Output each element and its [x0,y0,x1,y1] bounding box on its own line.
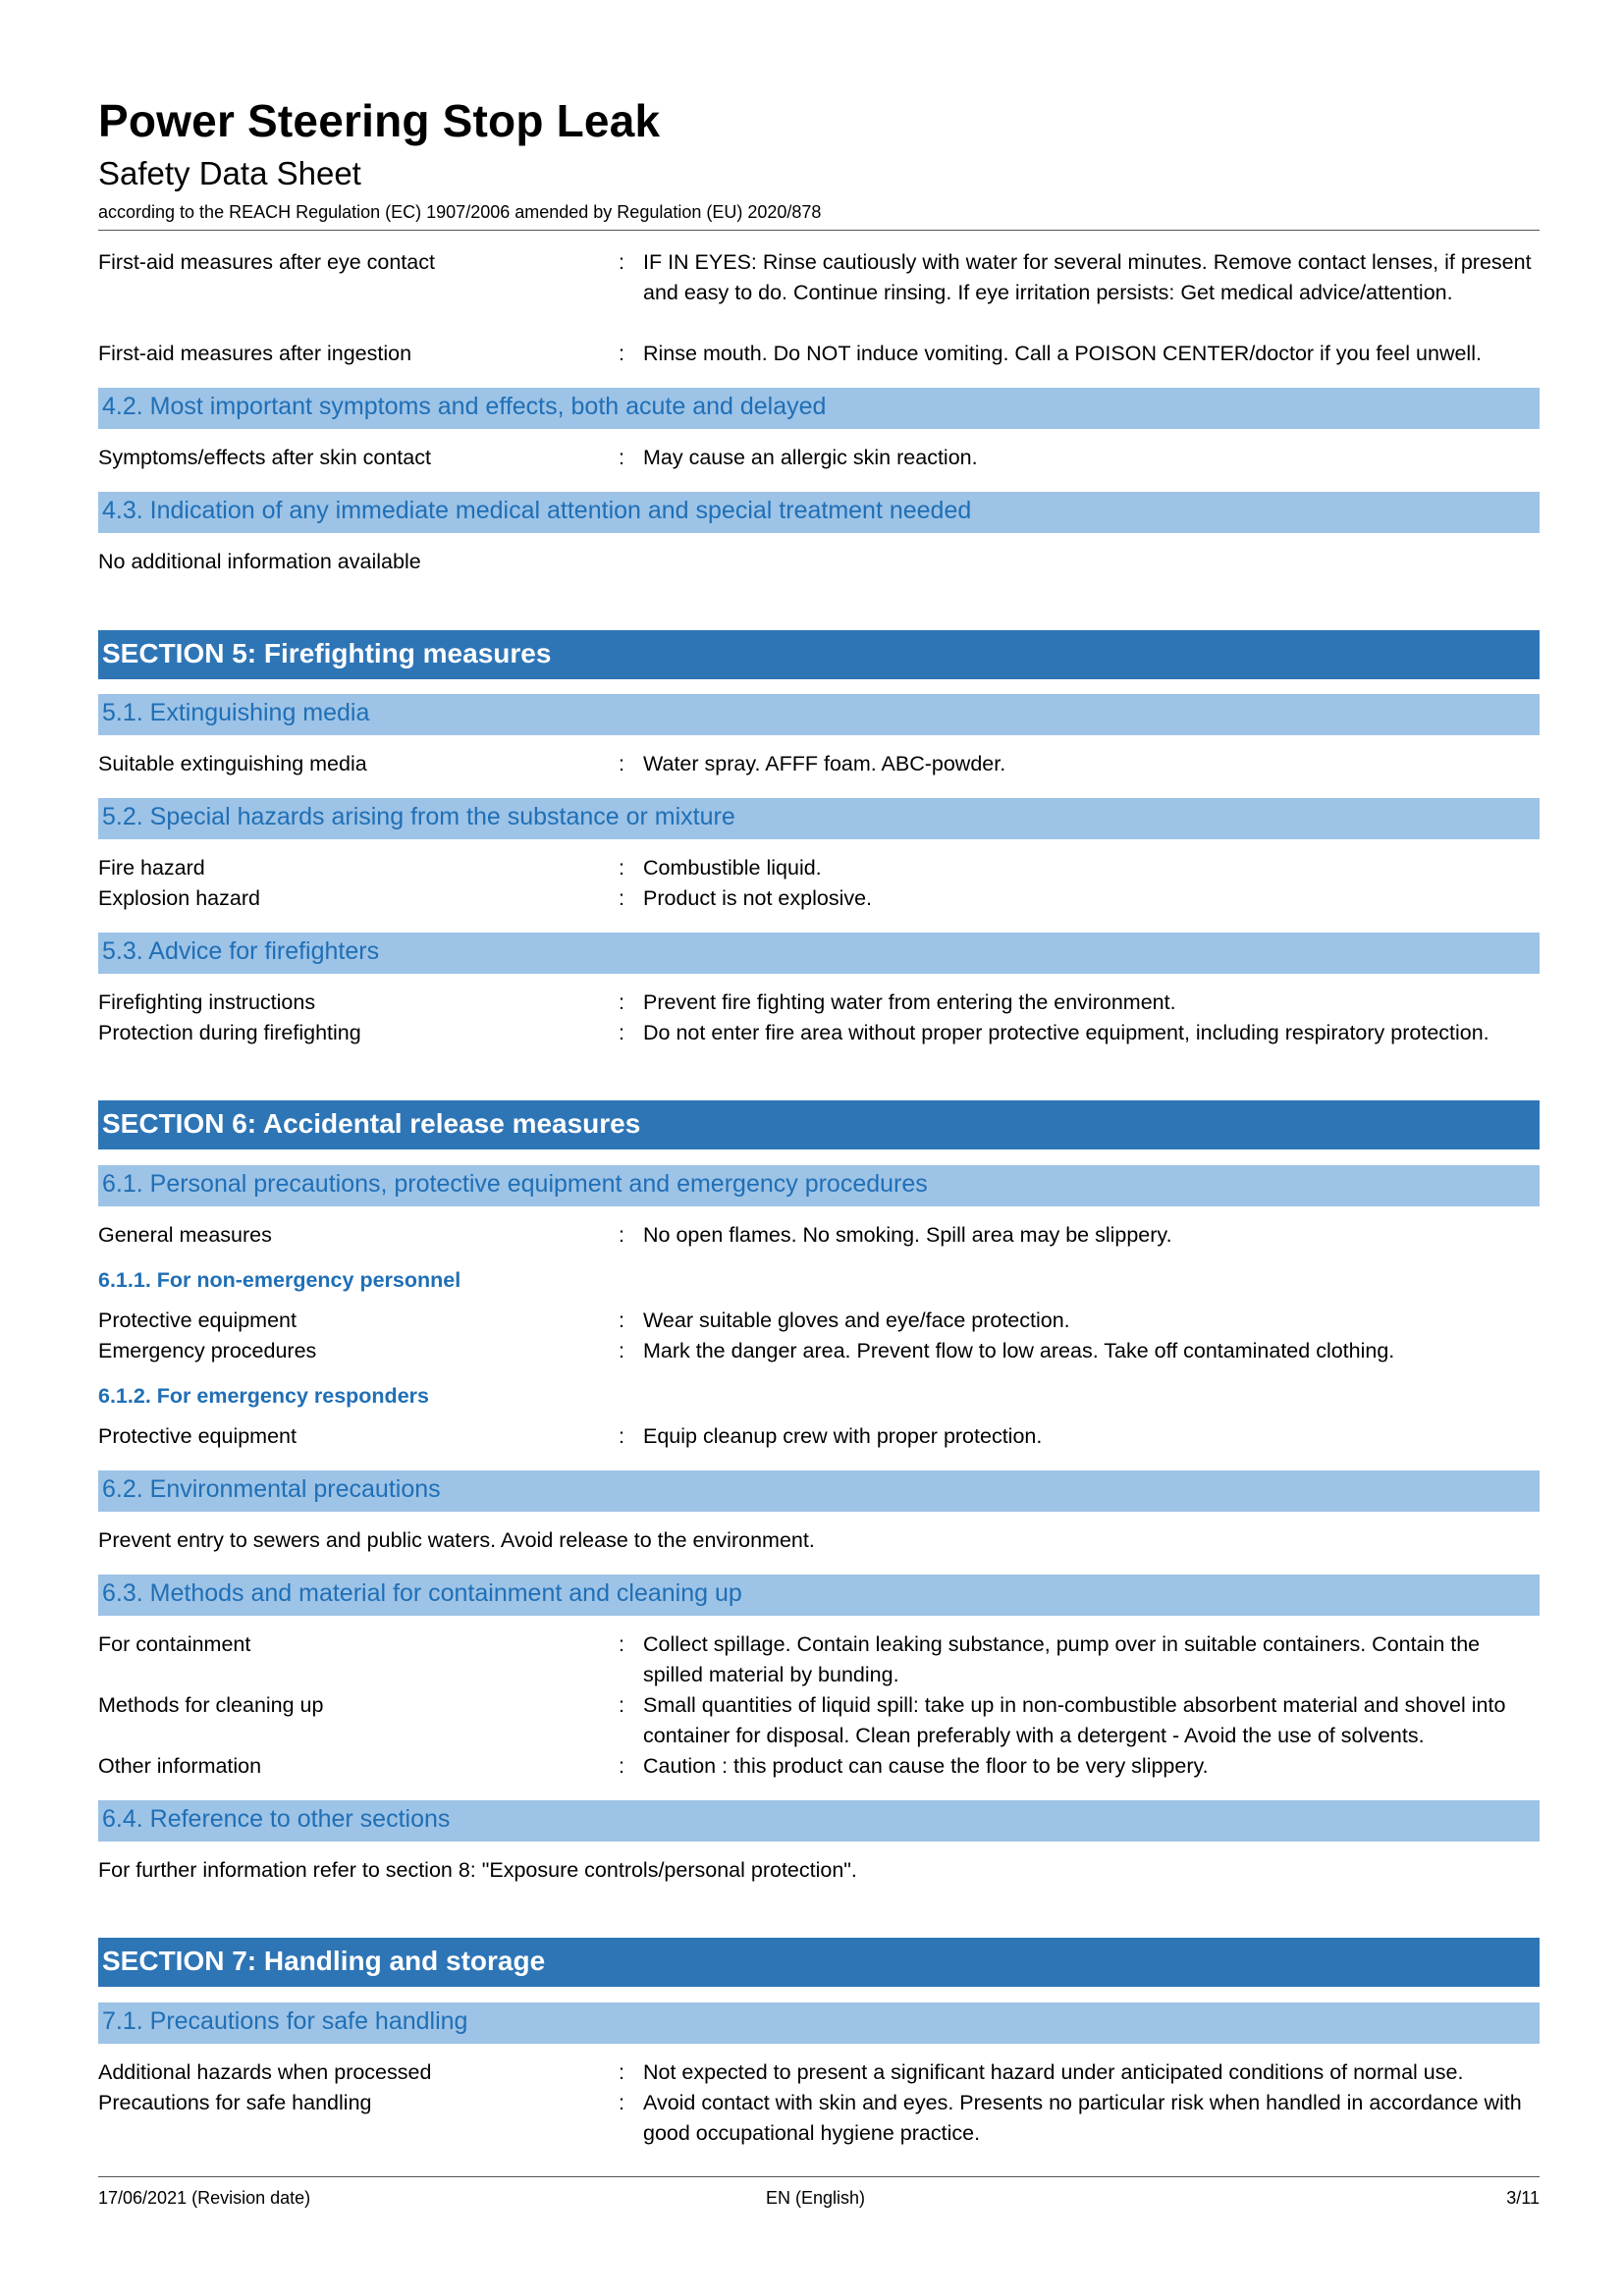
subsection-title: 4.2. Most important symptoms and effects, both acute and delayed [102,393,827,420]
subsection-title: 6.2. Environmental precautions [102,1475,441,1503]
section-header-7 [98,1938,1540,1987]
row-label: Protective equipment [98,1308,297,1332]
row-label: Protection during firefighting [98,1021,361,1044]
row-colon: : [619,2060,624,2084]
row-label: Fire hazard [98,856,205,880]
subsection-header-6-1 [98,1165,1540,1206]
row-value: Avoid contact with skin and eyes. Presents no particular risk when handled in accordance with good occupational hygiene practice. [643,2091,1522,2145]
row-colon: : [619,752,624,775]
subsection-header-5-3 [98,933,1540,974]
row-label: Firefighting instructions [98,990,316,1014]
row-label: General measures [98,1223,272,1247]
row-colon: : [619,342,624,365]
document-subtitle: Safety Data Sheet [98,155,361,191]
row-value: Collect spillage. Contain leaking substance, pump over in suitable containers. Contain the spilled material by bunding. [643,1632,1481,1686]
subsection-title: 7.1. Precautions for safe handling [102,2007,468,2035]
row-label: Protective equipment [98,1424,297,1448]
row-label: Precautions for safe handling [98,2091,372,2114]
section-title: SECTION 6: Accidental release measures [102,1108,641,1139]
row-label: First-aid measures after ingestion [98,342,412,365]
row-colon: : [619,1693,624,1717]
subsection-title: 6.4. Reference to other sections [102,1805,451,1833]
header-divider [98,230,1540,231]
subsubsection-6-1-2: 6.1.2. For emergency responders [98,1384,429,1408]
row-label: First-aid measures after eye contact [98,250,435,274]
row-value: May cause an allergic skin reaction. [643,446,978,469]
subsubsection-6-1-1: 6.1.1. For non-emergency personnel [98,1268,461,1292]
row-colon: : [619,2091,624,2114]
subsection-title: 5.1. Extinguishing media [102,699,370,726]
section-title: SECTION 5: Firefighting measures [102,638,552,668]
reference-text: For further information refer to section 8: "Exposure controls/personal protection". [98,1858,857,1882]
row-value: Not expected to present a significant hazard under anticipated conditions of normal use. [643,2060,1464,2084]
footer-language: EN (English) [766,2188,866,2208]
section-header-6 [98,1100,1540,1149]
no-info-text: No additional information available [98,550,421,573]
row-colon: : [619,446,624,469]
row-value: Caution : this product can cause the floor to be very slippery. [643,1754,1209,1778]
row-colon: : [619,250,624,274]
row-label: Methods for cleaning up [98,1693,324,1717]
row-label: Other information [98,1754,262,1778]
subsection-header-5-2 [98,798,1540,839]
row-label: Additional hazards when processed [98,2060,432,2084]
row-colon: : [619,1021,624,1044]
subsection-title: 5.2. Special hazards arising from the substance or mixture [102,803,735,830]
row-value: Water spray. AFFF foam. ABC-powder. [643,752,1006,775]
row-value: Wear suitable gloves and eye/face protection. [643,1308,1070,1332]
row-colon: : [619,1308,624,1332]
row-colon: : [619,1632,624,1656]
environmental-text: Prevent entry to sewers and public waters. Avoid release to the environment. [98,1528,815,1552]
footer-page-number: 3/11 [1506,2188,1540,2208]
section-title: SECTION 7: Handling and storage [102,1946,546,1976]
row-value: Equip cleanup crew with proper protection. [643,1424,1043,1448]
row-label: Emergency procedures [98,1339,317,1362]
document-title: Power Steering Stop Leak [98,95,661,146]
section-header-5 [98,630,1540,679]
row-value: Combustible liquid. [643,856,822,880]
row-colon: : [619,1223,624,1247]
row-label: Suitable extinguishing media [98,752,367,775]
row-value: Mark the danger area. Prevent flow to low areas. Take off contaminated clothing. [643,1339,1395,1362]
row-colon: : [619,1339,624,1362]
subsection-header-5-1 [98,694,1540,735]
subsection-header-7-1 [98,2002,1540,2044]
subsection-title: 6.1. Personal precautions, protective equipment and emergency procedures [102,1170,928,1198]
row-value: Do not enter fire area without proper protective equipment, including respiratory protection. [643,1021,1489,1044]
subsection-title: 5.3. Advice for firefighters [102,937,380,965]
row-colon: : [619,990,624,1014]
row-value: No open flames. No smoking. Spill area may be slippery. [643,1223,1172,1247]
subsection-title: 6.3. Methods and material for containment and cleaning up [102,1579,742,1607]
footer-revision-date: 17/06/2021 (Revision date) [98,2188,311,2208]
row-label: Symptoms/effects after skin contact [98,446,431,469]
row-value: Rinse mouth. Do NOT induce vomiting. Call a POISON CENTER/doctor if you feel unwell. [643,342,1482,365]
row-label: Explosion hazard [98,886,260,910]
row-label: For containment [98,1632,251,1656]
row-colon: : [619,886,624,910]
subsection-header-6-3 [98,1575,1540,1616]
row-colon: : [619,1754,624,1778]
subsection-header-4-3 [98,492,1540,533]
subsection-title: 4.3. Indication of any immediate medical attention and special treatment needed [102,497,972,524]
row-value: Small quantities of liquid spill: take up in non-combustible absorbent material and shovel into container for disposal. Clean preferably with a detergent - Avoid the use of solvents. [643,1693,1506,1747]
subsection-header-6-2 [98,1470,1540,1512]
regulation-line: according to the REACH Regulation (EC) 1907/2006 amended by Regulation (EU) 2020/878 [98,202,822,222]
row-colon: : [619,1424,624,1448]
row-value: Prevent fire fighting water from entering the environment. [643,990,1176,1014]
subsection-header-6-4 [98,1800,1540,1842]
row-value: IF IN EYES: Rinse cautiously with water for several minutes. Remove contact lenses, if present and easy to do. Continue rinsing. If eye irritation persists: Get medical advice/attention. [643,250,1532,304]
row-value: Product is not explosive. [643,886,873,910]
subsection-header-4-2 [98,388,1540,429]
footer-divider [98,2176,1540,2177]
row-colon: : [619,856,624,880]
